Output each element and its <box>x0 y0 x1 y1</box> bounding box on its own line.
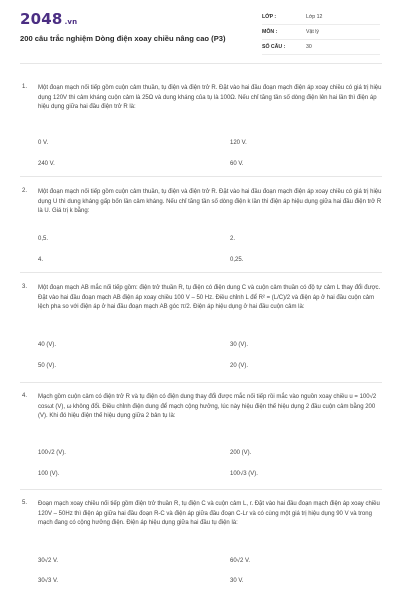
question-number: 4. <box>22 393 28 399</box>
question-number: 5. <box>22 500 28 506</box>
option-b[interactable]: 120 V. <box>230 140 247 146</box>
question-text: Một đoạn mạch AB mắc nối tiếp gồm: điện trở thuần R, tụ điện có điện dung C và cuộn cảm thuần có độ tự cảm L thay đổi được. Đặt vào hai đầu đoạn mạch AB điện áp xoay chiều 100 V – 50 Hz. Điều chỉnh L để R² = (L/C)/2 và điện áp ở hai đầu cuộn cảm lệch pha so với điện áp ở hai đầu đoạn mạch AB góc π/2. Điện áp hiệu dụng ở hai đầu cuộn cảm là: <box>38 285 381 311</box>
meta-key: SỐ CÂU : <box>262 44 286 50</box>
meta-value: 30 <box>306 44 312 50</box>
meta-row-count <box>262 40 380 55</box>
logo-text: 2048 <box>20 10 63 28</box>
option-c[interactable]: 100 (V). <box>38 471 60 477</box>
question-2 <box>20 188 382 217</box>
document-title: 200 câu trắc nghiệm Dòng điện xoay chiều nâng cao (P3) <box>20 34 226 43</box>
question-text: Mạch gồm cuộn cảm có điện trở R và tụ điện có điện dung thay đổi được mắc nối tiếp rồi mắc vào nguồn xoay chiều u = 100√2 cosωt (V), ω không đổi. Điều chỉnh điện dung để mạch cộng hưởng, lúc này hiệu điện thế hiệu dụng 2 đầu cuộn cảm bằng 200 (V). Khi đó hiệu điện thế hiệu dụng giữa 2 bản tụ là: <box>38 394 377 420</box>
option-b[interactable]: 200 (V). <box>230 450 252 456</box>
option-d[interactable]: 20 (V). <box>230 363 249 369</box>
meta-key: MÔN : <box>262 29 278 35</box>
option-d[interactable]: 0,25. <box>230 257 244 263</box>
question-number: 1. <box>22 84 28 90</box>
option-a[interactable]: 0 V. <box>38 140 49 146</box>
question-4 <box>20 393 382 422</box>
divider <box>20 176 382 177</box>
question-2-options <box>20 236 382 270</box>
site-logo[interactable] <box>20 10 77 28</box>
divider <box>20 272 382 273</box>
question-5 <box>20 500 382 529</box>
option-a[interactable]: 40 (V). <box>38 342 57 348</box>
divider <box>20 489 382 490</box>
option-a[interactable]: 30√2 V. <box>38 558 59 564</box>
logo-suffix: .vn <box>64 18 78 26</box>
meta-value: Lớp 12 <box>306 14 323 20</box>
question-3-options <box>20 342 382 376</box>
question-text: Đoạn mạch xoay chiều nối tiếp gồm điện trở thuần R, tụ điện C và cuộn cảm L, r. Đặt vào hai đầu đoạn mạch điện áp xoay chiều 120V – 50Hz thì điện áp giữa hai đầu đoạn R-C và điện áp giữa đầu đoạn C-Lr và có cùng một giá trị hiệu dụng 90 V và trong mạch đang có cộng hưởng điện. Điện áp hiệu dụng giữa hai đầu tụ điện là: <box>38 501 380 527</box>
option-c[interactable]: 30√3 V. <box>38 578 59 584</box>
question-text: Một đoạn mạch nối tiếp gồm cuộn cảm thuần, tụ điện và điện trở R. Đặt vào hai đầu đoạn mạch điện áp xoay chiều có giá trị hiệu dụng 120V thì cảm kháng cuộn cảm là 25Ω và dung kháng của tụ là 100Ω. Nếu chỉ tăng tần số dòng điện lên hai lần thì điện áp hiệu dụng giữa hai đầu điện trở R là: <box>38 85 382 111</box>
option-d[interactable]: 30 V. <box>230 578 244 584</box>
question-1 <box>20 84 382 113</box>
meta-value: Vật lý <box>306 29 319 35</box>
question-3 <box>20 284 382 313</box>
option-a[interactable]: 100√2 (V). <box>38 450 66 456</box>
question-4-options <box>20 450 382 484</box>
option-d[interactable]: 60 V. <box>230 161 244 167</box>
question-number: 2. <box>22 188 28 194</box>
meta-row-class <box>262 10 380 25</box>
option-c[interactable]: 4. <box>38 257 44 263</box>
question-text: Một đoạn mạch nối tiếp gồm cuộn cảm thuần, tụ điện và điện trở R. Đặt vào hai đầu đoạn mạch điện áp xoay chiều có giá trị hiệu dụng U thì dung kháng gấp bốn lần cảm kháng. Nếu chỉ tăng tần số dòng điện k lần thì điện áp hiệu dụng giữa hai đầu điện trở R là U. Giá trị k bằng: <box>38 189 382 215</box>
question-5-options <box>20 558 382 592</box>
option-c[interactable]: 240 V. <box>38 161 55 167</box>
option-d[interactable]: 100√3 (V). <box>230 471 258 477</box>
option-b[interactable]: 2. <box>230 236 236 242</box>
meta-key: LỚP : <box>262 14 277 20</box>
option-b[interactable]: 60√2 V. <box>230 558 251 564</box>
option-b[interactable]: 30 (V). <box>230 342 249 348</box>
question-number: 3. <box>22 284 28 290</box>
meta-row-subject <box>262 25 380 40</box>
divider <box>20 382 382 383</box>
option-a[interactable]: 0,5. <box>38 236 49 242</box>
question-1-options <box>20 140 382 174</box>
meta-table <box>262 10 380 55</box>
header <box>20 0 382 64</box>
option-c[interactable]: 50 (V). <box>38 363 57 369</box>
